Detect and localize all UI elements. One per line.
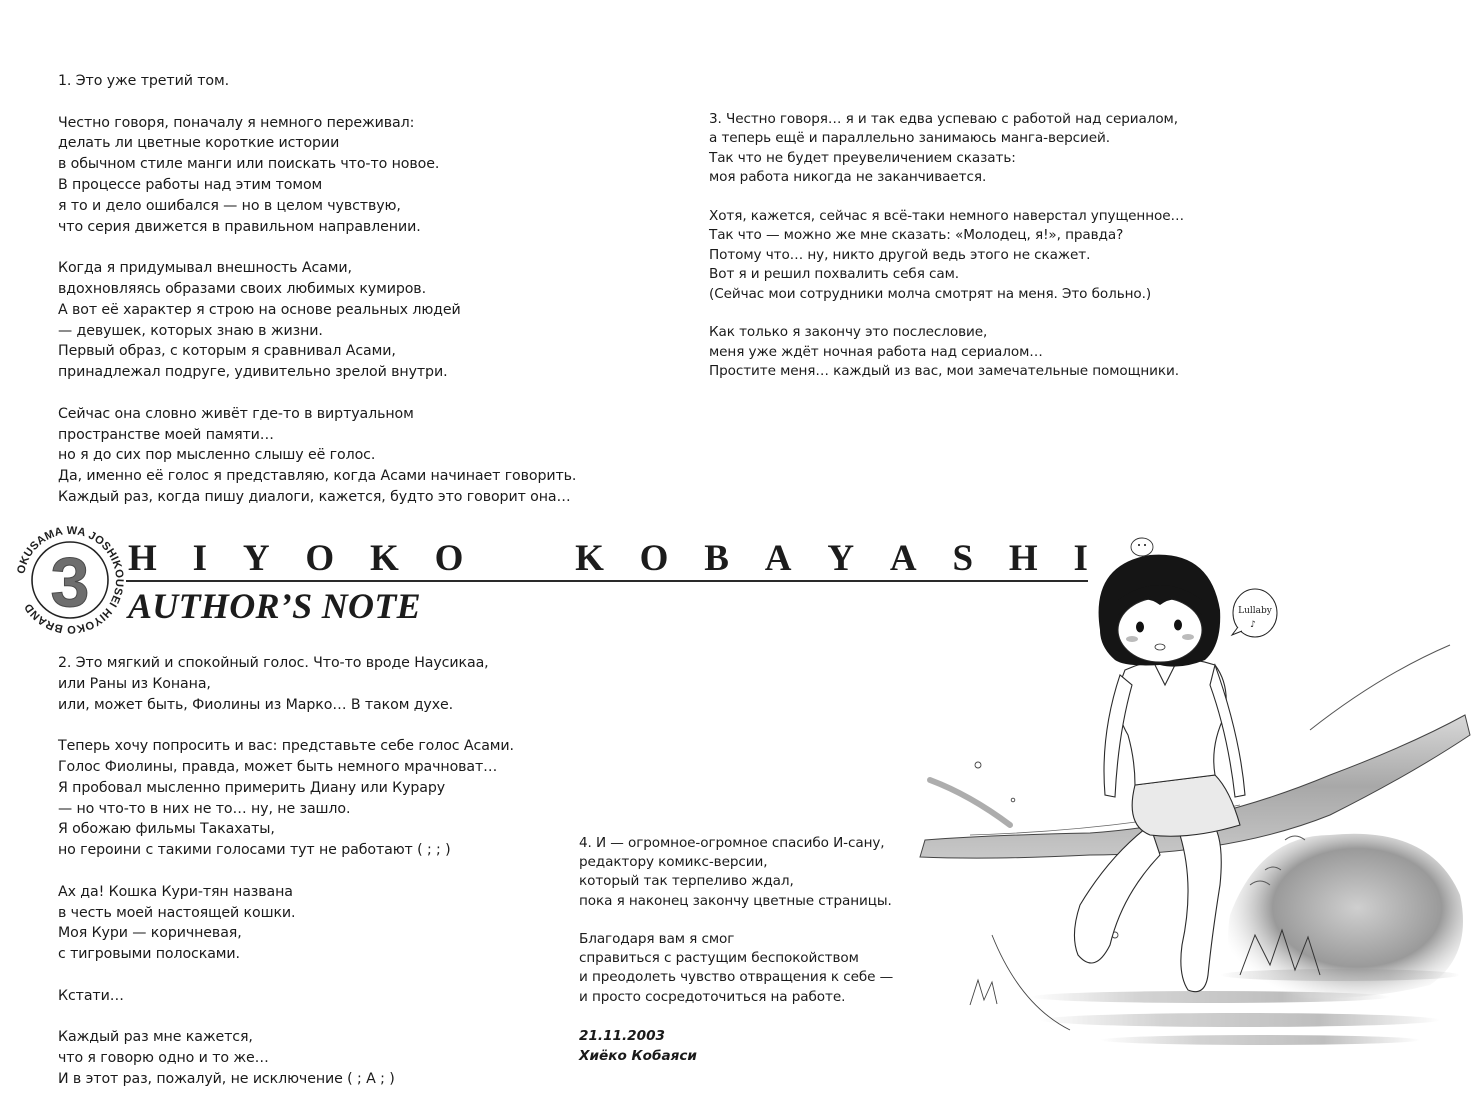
name-letter: K (575, 537, 604, 579)
text-line: меня уже ждёт ночная работа над сериалом… (709, 343, 1043, 360)
text-line: Я обожаю фильмы Такахаты, (58, 821, 275, 838)
name-letter: Y (827, 537, 855, 579)
name-letter: O (434, 537, 464, 579)
text-line: Как только я закончу это послесловие, (709, 324, 988, 341)
text-line: пока я наконец закончу цветные страницы. (579, 892, 892, 909)
seal-volume-number: 3 (50, 543, 90, 621)
speech-bubble-text: Lullaby (1238, 606, 1272, 616)
text-line: но я до сих пор мысленно слышу её голос. (58, 447, 376, 464)
text-line: Хотя, кажется, сейчас я всё-таки немного наверстал упущенное… (709, 207, 1184, 224)
paragraph-gap (58, 1007, 514, 1028)
name-letter: A (889, 537, 917, 579)
paragraph-gap (58, 92, 576, 113)
text-line: Благодаря вам я смог (579, 930, 735, 947)
author-note-1 (58, 71, 576, 508)
paragraph-gap (58, 861, 514, 882)
text-line: 2. Это мягкий и спокойный голос. Что-то вроде Наусикаа, (58, 655, 489, 671)
volume-seal-badge (14, 524, 126, 636)
page-title: AUTHOR’S NOTE (128, 586, 421, 626)
text-line: Моя Кури — коричневая, (58, 925, 242, 942)
name-letter: H (1008, 537, 1038, 579)
text-line: В процессе работы над этим томом (58, 176, 323, 193)
text-line: — но что-то в них не то… ну, не зашло. (58, 800, 351, 817)
paragraph-gap (579, 911, 893, 930)
text-line: в обычном стиле манги или поискать что-то новое. (58, 156, 440, 173)
signature-date: 21.11.2003 (579, 1028, 665, 1044)
author-note-3 (709, 110, 1184, 381)
text-line: моя работа никогда не заканчивается. (709, 169, 987, 186)
text-line: Простите меня… каждый из вас, мои замечательные помощники. (709, 363, 1179, 380)
text-line: Каждый раз мне кажется, (58, 1029, 253, 1046)
name-letter: B (704, 537, 729, 579)
text-line: Голос Фиолины, правда, может быть немного мрачноват… (58, 758, 498, 775)
text-line: Потому что… ну, никто другой ведь этого не скажет. (709, 246, 1091, 263)
text-line: пространстве моей памяти… (58, 426, 274, 443)
text-line: принадлежал подруге, удивительно зрелой внутри. (58, 364, 448, 381)
text-line: Сейчас она словно живёт где-то в виртуальном (58, 405, 414, 422)
author-note-4 (579, 834, 893, 1007)
paragraph-gap (58, 383, 576, 404)
text-line: который так терпеливо ждал, (579, 873, 794, 890)
name-letter: Y (242, 537, 270, 579)
signature (579, 1026, 697, 1066)
text-line: 3. Честно говоря… я и так едва успеваю с работой над сериалом, (709, 111, 1178, 127)
seal-ring-text: OKUSAMA WA JOSHIKOUSEI HIYOKO BRAND (15, 524, 126, 636)
name-letter: S (952, 537, 974, 579)
text-line: Да, именно её голос я представляю, когда Асами начинает говорить. (58, 468, 577, 485)
signature-author: Хиёко Кобаяси (579, 1048, 697, 1064)
paragraph-gap (709, 304, 1184, 323)
name-letter: A (764, 537, 792, 579)
text-line: Честно говоря, поначалу я немного переживал: (58, 114, 415, 131)
chick-icon (1131, 538, 1153, 556)
text-line: делать ли цветные короткие истории (58, 135, 340, 152)
paragraph-gap (58, 237, 576, 258)
text-line: я то и дело ошибался — но в целом чувствую, (58, 197, 401, 214)
text-line: с тигровыми полосками. (58, 946, 240, 963)
text-line: Когда я придумывал внешность Асами, (58, 260, 352, 277)
text-line: А вот её характер я строю на основе реальных людей (58, 301, 461, 318)
speech-bubble (1232, 589, 1277, 637)
text-line: или Раны из Конана, (58, 675, 211, 692)
text-line: и преодолеть чувство отвращения к себе — (579, 969, 894, 986)
girl-on-branch-illustration (910, 535, 1473, 1065)
name-letter: O (305, 537, 335, 579)
text-line: а теперь ещё и параллельно занимаюсь манга-версией. (709, 130, 1110, 147)
text-line: Теперь хочу попросить и вас: представьте себе голос Асами. (58, 738, 514, 755)
text-line: и просто сосредоточиться на работе. (579, 988, 846, 1005)
author-note-2 (58, 653, 514, 1090)
text-line: но героини с такими голосами тут не работают ( ; ; ) (58, 842, 451, 859)
text-line: Так что не будет преувеличением сказать: (709, 149, 1016, 166)
text-line: Каждый раз, когда пишу диалоги, кажется, будто это говорит она… (58, 488, 571, 505)
text-line: Так что — можно же мне сказать: «Молодец, я!», правда? (709, 227, 1124, 244)
text-line: Ах да! Кошка Кури-тян названа (58, 883, 293, 900)
music-note-icon: ♪ (1250, 620, 1256, 630)
name-letter: I (1073, 537, 1088, 579)
text-line: вдохновляясь образами своих любимых кумиров. (58, 280, 426, 297)
paragraph-gap (709, 188, 1184, 207)
text-line: или, может быть, Фиолины из Марко… В таком духе. (58, 696, 454, 713)
text-line: Кстати… (58, 987, 124, 1004)
text-line: редактору комикс-версии, (579, 854, 768, 871)
text-line: в честь моей настоящей кошки. (58, 904, 296, 921)
text-line: что серия движется в правильном направлении. (58, 218, 421, 235)
text-line: 4. И — огромное-огромное спасибо И-сану, (579, 835, 885, 851)
name-letter: I (192, 537, 208, 579)
text-line: — девушек, которых знаю в жизни. (58, 322, 323, 339)
name-letter: O (639, 537, 669, 579)
text-line: Первый образ, с которым я сравнивал Асами, (58, 343, 396, 360)
text-line: справиться с растущим беспокойством (579, 950, 859, 967)
text-line: Я пробовал мысленно примерить Диану или Курару (58, 779, 446, 796)
text-line: 1. Это уже третий том. (58, 73, 229, 89)
girl-figure (1074, 659, 1245, 992)
paragraph-gap (58, 965, 514, 986)
paragraph-gap (58, 715, 514, 736)
name-letter: K (370, 537, 399, 579)
name-letter: H (128, 537, 157, 579)
rock-bush (1228, 834, 1463, 999)
girl-head (1099, 555, 1221, 667)
text-line: Вот я и решил похвалить себя сам. (709, 266, 959, 283)
text-line: что я говорю одно и то же… (58, 1050, 269, 1067)
text-line: (Сейчас мои сотрудники молча смотрят на меня. Это больно.) (709, 285, 1152, 302)
text-line: И в этот раз, пожалуй, не исключение ( ; А ; ) (58, 1070, 395, 1087)
